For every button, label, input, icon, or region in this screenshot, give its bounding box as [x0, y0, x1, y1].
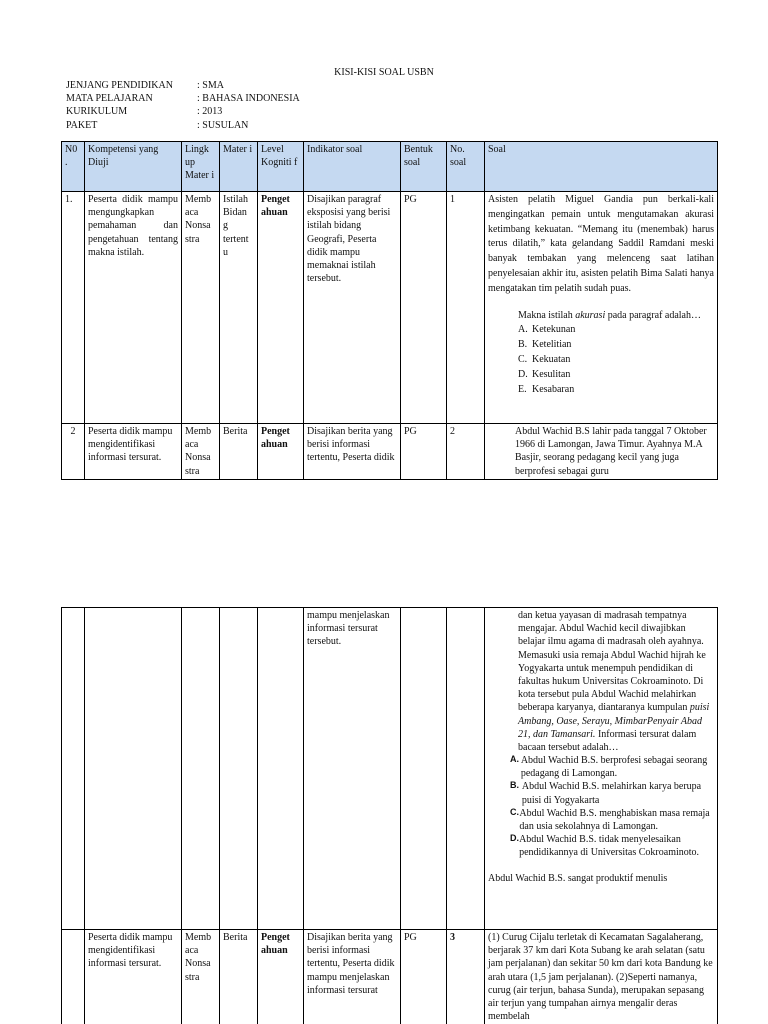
cell-soal: (1) Curug Cijalu terletak di Kecamatan Sagalaherang, berjarak 37 km dari Kota Subang ke arah selatan (satu jam perjalanan) dan sekitar 50 km dari kota Bandung ke arah utara (1,5 jam perjalanan). (2)Seperti namanya, curug (air terjun, bahasa Sunda), merupakan sepasang air terjun yang tumpahan airnya mengalir deras membelah: [485, 930, 718, 1024]
answer-option-c: C. Kekuatan: [518, 353, 571, 365]
cell-level: Penget ahuan: [258, 424, 304, 480]
table-row: [62, 192, 718, 424]
cell-kompetensi: Peserta didik mampu mengungkapkan pemahaman dan pengetahuan tentang makna istilah.: [85, 192, 182, 424]
soal-question: [518, 309, 714, 322]
soal-passage: Asisten pelatih Miguel Gandia pun berkali-kali mengingatkan pemain untuk mengutamakan akurasi ketimbang kekuatan. “Memang itu (menembak) harus terus dilatih,” kata gelandang Saddil Ramdani meski banyak tembakan yang melenceng saat latihan penyelesaian akhir itu, asisten pelatih Bima Salati hanya mengatakan tim pelatih sudah puas.: [488, 194, 714, 294]
meta-value: : SMA: [197, 80, 224, 91]
cell-materi: Istilah Bidan g tertent u: [220, 192, 258, 424]
cell-indikator: Disajikan berita yang berisi informasi tertentu, Peserta didik mampu menjelaskan informasi tersurat: [304, 930, 401, 1024]
answer-option-a: A. Ketekunan: [518, 323, 576, 335]
cell-materi: [220, 608, 258, 930]
header-bentuk: Bentuk soal: [401, 142, 447, 192]
document-title: KISI-KISI SOAL USBN: [334, 67, 434, 78]
cell-no: [62, 608, 85, 930]
cell-lingkup: [182, 608, 220, 930]
meta-row-paket: [66, 119, 300, 132]
kisi-kisi-table-page1: [61, 141, 718, 480]
cell-level: Penget ahuan: [258, 192, 304, 424]
question-post: pada paragraf adalah…: [605, 309, 701, 321]
cell-level: [258, 608, 304, 930]
cell-bentuk: PG: [401, 930, 447, 1024]
answer-options: [518, 322, 714, 397]
cell-bentuk: PG: [401, 192, 447, 424]
cell-indikator: Disajikan paragraf eksposisi yang berisi istilah bidang Geografi, Peserta didik mampu memaknai istilah tersebut.: [304, 192, 401, 424]
soal-italic: puisi Ambang, Oase, Serayu, MimbarPenyair Abad 21, dan Tamansari.: [518, 702, 710, 740]
cell-kompetensi: [85, 608, 182, 930]
header-no: N0 .: [62, 142, 85, 192]
cell-lingkup: Memb aca Nonsa stra: [182, 424, 220, 480]
meta-key: PAKET: [66, 119, 98, 131]
cell-soal: [485, 192, 718, 424]
cell-no: [62, 930, 85, 1024]
cell-nosoal: 2: [447, 424, 485, 480]
cell-kompetensi: Peserta didik mampu mengidentifikasi informasi tersurat.: [85, 424, 182, 480]
soal-continued: dan ketua yayasan di madrasah tempatnya mengajar. Abdul Wachid kecil diwajibkan belajar ilmu agama di madrasah oleh ayahnya. Memasuki usia remaja Abdul Wachid hijrah ke Yogyakarta untuk menempuh pendidikan di fakultas hukum Universitas Cokroaminoto. Di kota tersebut pula Abdul Wachid melahirkan beberapa karyanya, diantaranya kumpulan puisi Ambang, Oase, Serayu, MimbarPenyair Abad 21, dan Tamansari. Informasi tersurat dalam bacaan tersebut adalah…: [518, 610, 710, 753]
cell-soal: [485, 608, 718, 930]
cell-bentuk: [401, 608, 447, 930]
answer-options: [488, 754, 714, 860]
table-row: [62, 424, 718, 480]
cell-kompetensi: Peserta didik mampu mengidentifikasi informasi tersurat.: [85, 930, 182, 1024]
header-nosoal: No. soal: [447, 142, 485, 192]
answer-option-b: B. Abdul Wachid B.S. melahirkan karya berupa puisi di Yogyakarta: [510, 780, 702, 806]
cell-lingkup: Memb aca Nonsa stra: [182, 192, 220, 424]
meta-row-mapel: [66, 92, 300, 105]
meta-value: : SUSULAN: [197, 119, 249, 131]
question-pre: Makna istilah: [518, 309, 576, 321]
cell-materi: Berita: [220, 424, 258, 480]
answer-option-a: A. Abdul Wachid B.S. berprofesi sebagai seorang pedagang di Lamongan.: [510, 754, 708, 780]
answer-option-c: C. Abdul Wachid B.S. menghabiskan masa remaja dan usia sekolahnya di Lamongan.: [510, 806, 710, 832]
soal-trailing: Abdul Wachid B.S. sangat produktif menulis: [488, 872, 668, 884]
meta-key: JENJANG PENDIDIKAN: [66, 80, 173, 91]
question-term: akurasi: [575, 309, 606, 321]
meta-key: KURIKULUM: [66, 106, 128, 118]
cell-nosoal: 1: [447, 192, 485, 424]
meta-value: : 2013: [197, 106, 223, 118]
document-meta: [66, 79, 300, 132]
cell-level: Penget ahuan: [258, 930, 304, 1024]
meta-key: MATA PELAJARAN: [66, 93, 153, 105]
meta-row-kurikulum: [66, 105, 300, 118]
cell-no: 2: [62, 424, 85, 480]
table-header-row: [62, 142, 718, 192]
header-materi: Mater i: [220, 142, 258, 192]
header-indikator: Indikator soal: [304, 142, 401, 192]
kisi-kisi-table-page2: [61, 607, 718, 1024]
meta-value: : BAHASA INDONESIA: [197, 93, 300, 105]
answer-option-d: D. Kesulitan: [518, 368, 571, 380]
table-row: [62, 608, 718, 930]
cell-materi: Berita: [220, 930, 258, 1024]
header-lingkup: Lingk up Mater i: [182, 142, 220, 192]
header-level: Level Kogniti f: [258, 142, 304, 192]
answer-option-b: B. Ketelitian: [518, 338, 572, 350]
cell-soal: Abdul Wachid B.S lahir pada tanggal 7 Oktober 1966 di Lamongan, Jawa Timur. Ayahnya M.A Basjir, seorang pedagang kecil yang juga berprofesi sebagai guru: [485, 424, 718, 480]
cell-nosoal: [447, 608, 485, 930]
header-kompetensi: Kompetensi yang Diuji: [85, 142, 182, 192]
cell-no: 1.: [62, 192, 85, 424]
table-row: [62, 930, 718, 1024]
cell-lingkup: Memb aca Nonsa stra: [182, 930, 220, 1024]
cell-indikator: mampu menjelaskan informasi tersurat tersebut.: [304, 608, 401, 930]
cell-bentuk: PG: [401, 424, 447, 480]
answer-option-d: D. Abdul Wachid B.S. tidak menyelesaikan pendidikannya di Universitas Cokroaminoto.: [510, 833, 700, 859]
meta-row-jenjang: [66, 79, 300, 92]
cell-indikator: Disajikan berita yang berisi informasi tertentu, Peserta didik: [304, 424, 401, 480]
header-soal: Soal: [485, 142, 718, 192]
cell-nosoal: 3: [447, 930, 485, 1024]
answer-option-e: E. Kesabaran: [518, 383, 575, 395]
